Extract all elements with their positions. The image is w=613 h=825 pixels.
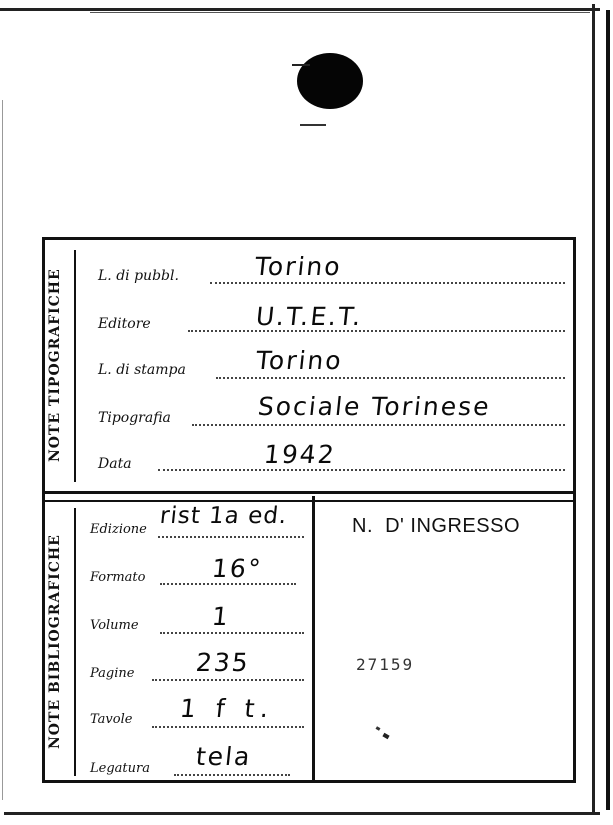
label-edizione: Edizione [90, 522, 147, 537]
punch-mark [292, 64, 310, 66]
dotted-line [192, 424, 565, 426]
column-divider [312, 496, 315, 783]
value-volume: 1 [210, 602, 232, 631]
label-luogo-pubblicazione: L. di pubbl. [98, 268, 179, 284]
label-tipografia: Tipografia [98, 410, 171, 426]
value-legatura: tela [194, 742, 253, 771]
value-data: 1942 [262, 440, 338, 469]
ingresso-number: 27159 [356, 655, 415, 674]
dotted-line [160, 583, 296, 585]
value-pagine: 235 [194, 648, 252, 677]
card-edge-bottom [4, 812, 600, 815]
section-divider-lower [42, 500, 576, 502]
value-editore: U.T.E.T. [254, 302, 365, 331]
label-luogo-stampa: L. di stampa [98, 362, 186, 378]
label-legatura: Legatura [90, 761, 150, 776]
card-edge-left [2, 100, 3, 800]
value-tipografia: Sociale Torinese [256, 392, 493, 421]
dotted-line [188, 330, 565, 332]
dotted-line [152, 726, 304, 728]
label-tavole: Tavole [90, 712, 133, 727]
dotted-line [158, 469, 565, 471]
section-divider [42, 491, 576, 494]
label-editore: Editore [98, 316, 151, 332]
value-luogo-pubblicazione: Torino [253, 252, 344, 281]
value-tavole: 1 f t. [178, 694, 276, 723]
label-formato: Formato [90, 570, 146, 585]
card-edge-top [0, 8, 600, 11]
dotted-line [216, 377, 565, 379]
dotted-line [174, 774, 290, 776]
section-rule-bibliografiche [74, 508, 76, 776]
label-pagine: Pagine [90, 666, 135, 681]
section-rule-tipografiche [74, 250, 76, 482]
label-data: Data [98, 456, 132, 472]
section-title-tipografiche: NOTE TIPOGRAFICHE [47, 268, 63, 462]
card-edge-top-inner [90, 12, 590, 13]
card-edge-right-outer [606, 10, 610, 810]
value-luogo-stampa: Torino [254, 346, 345, 375]
ingresso-title: N. D' INGRESSO [352, 515, 521, 537]
dotted-line [210, 282, 565, 284]
label-volume: Volume [90, 618, 139, 633]
punch-mark-lower [300, 124, 326, 126]
value-edizione: rist 1a ed. [158, 503, 289, 529]
dotted-line [158, 536, 304, 538]
value-formato: 16° [210, 554, 264, 583]
card-edge-right [592, 4, 595, 814]
dotted-line [152, 679, 304, 681]
punch-hole [297, 53, 363, 109]
dotted-line [160, 632, 304, 634]
section-title-bibliografiche: NOTE BIBLIOGRAFICHE [47, 534, 63, 750]
